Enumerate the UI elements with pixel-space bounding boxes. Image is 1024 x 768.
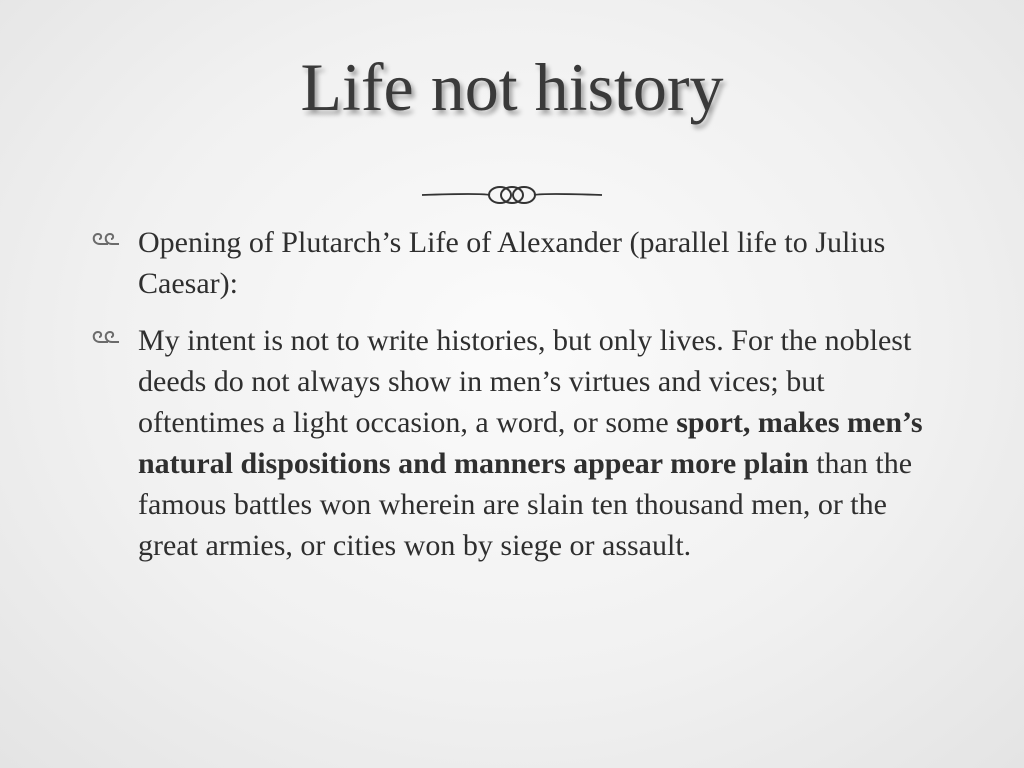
bullet-text-before: My intent is not to write histories, but only lives. For the noblest deeds do not always show in men’s virtues and vices; but oftentimes a light occasion, a word, or some [138,324,912,439]
bullet-text [138,324,923,562]
bullet-item [88,222,928,304]
slide-title: Life not history [300,49,724,125]
bullet-item [88,320,928,566]
double-hook-bullet-icon [88,228,122,250]
divider-ornament-icon [420,178,604,212]
slide-content [88,222,928,582]
bullet-text-after: than the famous battles won wherein are slain ten thousand men, or the great armies, or cities won by siege or assault. [138,447,913,562]
bullet-text-bold: sport, makes men’s natural dispositions and manners appear more plain [138,406,923,480]
bullet-text: Opening of Plutarch’s Life of Alexander (parallel life to Julius Caesar): [138,226,886,300]
double-hook-bullet-icon [88,326,122,348]
